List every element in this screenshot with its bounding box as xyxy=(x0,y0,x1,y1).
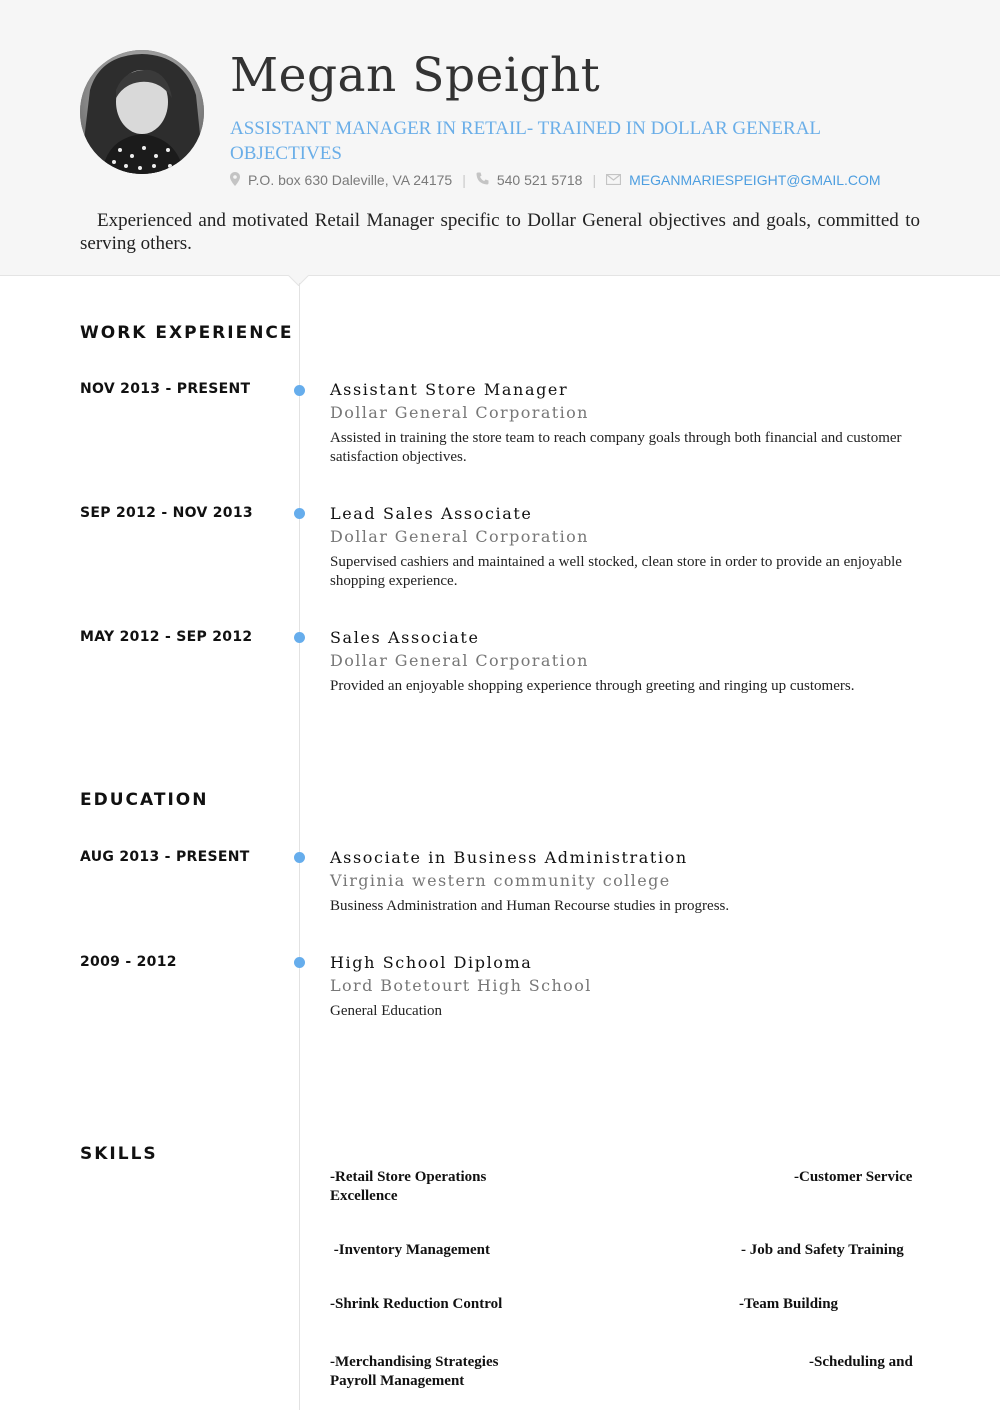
skill-item: -Scheduling and xyxy=(809,1354,913,1370)
section-title-education: EDUCATION xyxy=(80,790,209,810)
profile-photo xyxy=(80,50,204,174)
timeline-dot xyxy=(294,385,305,396)
entry-organization: Lord Botetourt High School xyxy=(330,976,592,995)
entry-description: Assisted in training the store team to reach company goals through both financial and customer satisfaction objectives. xyxy=(330,430,902,465)
timeline-dot xyxy=(294,957,305,968)
phone-text: 540 521 5718 xyxy=(496,172,583,188)
entry-date: 2009 - 2012 xyxy=(80,954,177,970)
envelope-icon xyxy=(606,172,621,188)
timeline-dot xyxy=(294,852,305,863)
entry-role: High School Diploma xyxy=(330,953,533,972)
entry-date: SEP 2012 - NOV 2013 xyxy=(80,505,253,521)
profile-photo-image xyxy=(80,50,204,174)
entry-role: Assistant Store Manager xyxy=(330,380,569,399)
entry-role: Lead Sales Associate xyxy=(330,504,533,523)
skill-item: -Retail Store Operations Excellence xyxy=(330,1169,487,1204)
entry-organization: Dollar General Corporation xyxy=(330,403,589,422)
skill-item: - Job and Safety Training xyxy=(741,1242,904,1258)
entry-date: AUG 2013 - PRESENT xyxy=(80,849,250,865)
divider: | xyxy=(592,172,597,188)
entry-organization: Dollar General Corporation xyxy=(330,651,589,670)
skill-item: -Team Building xyxy=(739,1296,839,1312)
location-pin-icon xyxy=(230,172,240,189)
timeline-dot xyxy=(294,632,305,643)
skill-item: -Inventory Management xyxy=(330,1242,490,1258)
skill-item: -Shrink Reduction Control xyxy=(330,1296,503,1312)
divider: | xyxy=(462,172,466,188)
work-entry xyxy=(330,380,920,467)
skill-item: -Merchandising Strategies Payroll Management xyxy=(330,1354,499,1389)
education-entry xyxy=(330,848,920,916)
work-entry xyxy=(330,504,920,591)
phone-icon xyxy=(476,172,489,188)
contact-row xyxy=(230,170,881,190)
education-entry xyxy=(330,953,920,1021)
entry-role: Sales Associate xyxy=(330,628,480,647)
entry-description: Provided an enjoyable shopping experience through greeting and ringing up customers. xyxy=(330,678,855,694)
headline: ASSISTANT MANAGER IN RETAIL- TRAINED IN DOLLAR GENERAL OBJECTIVES xyxy=(230,118,821,164)
entry-date: MAY 2012 - SEP 2012 xyxy=(80,629,253,645)
entry-date: NOV 2013 - PRESENT xyxy=(80,381,251,397)
timeline-line xyxy=(299,283,300,1410)
entry-organization: Dollar General Corporation xyxy=(330,527,589,546)
timeline-dot xyxy=(294,508,305,519)
email-link[interactable]: MEGANMARIESPEIGHT@GMAIL.COM xyxy=(629,172,881,188)
entry-description: Business Administration and Human Recourse studies in progress. xyxy=(330,898,730,914)
person-name: Megan Speight xyxy=(230,48,601,103)
entry-description: General Education xyxy=(330,1003,443,1019)
work-entry xyxy=(330,628,920,696)
section-title-skills: SKILLS xyxy=(80,1144,158,1164)
entry-role: Associate in Business Administration xyxy=(330,848,688,867)
resume-header xyxy=(0,0,1000,276)
section-title-work: WORK EXPERIENCE xyxy=(80,323,294,343)
entry-organization: Virginia western community college xyxy=(330,871,671,890)
entry-description: Supervised cashiers and maintained a well stocked, clean store in order to provide an enjoyable shopping experience. xyxy=(330,554,902,589)
summary-text: Experienced and motivated Retail Manager specific to Dollar General objectives and goals, committed to serving others. xyxy=(80,210,920,254)
skill-item: -Customer Service xyxy=(794,1169,913,1185)
address-text: P.O. box 630 Daleville, VA 24175 xyxy=(248,172,453,188)
